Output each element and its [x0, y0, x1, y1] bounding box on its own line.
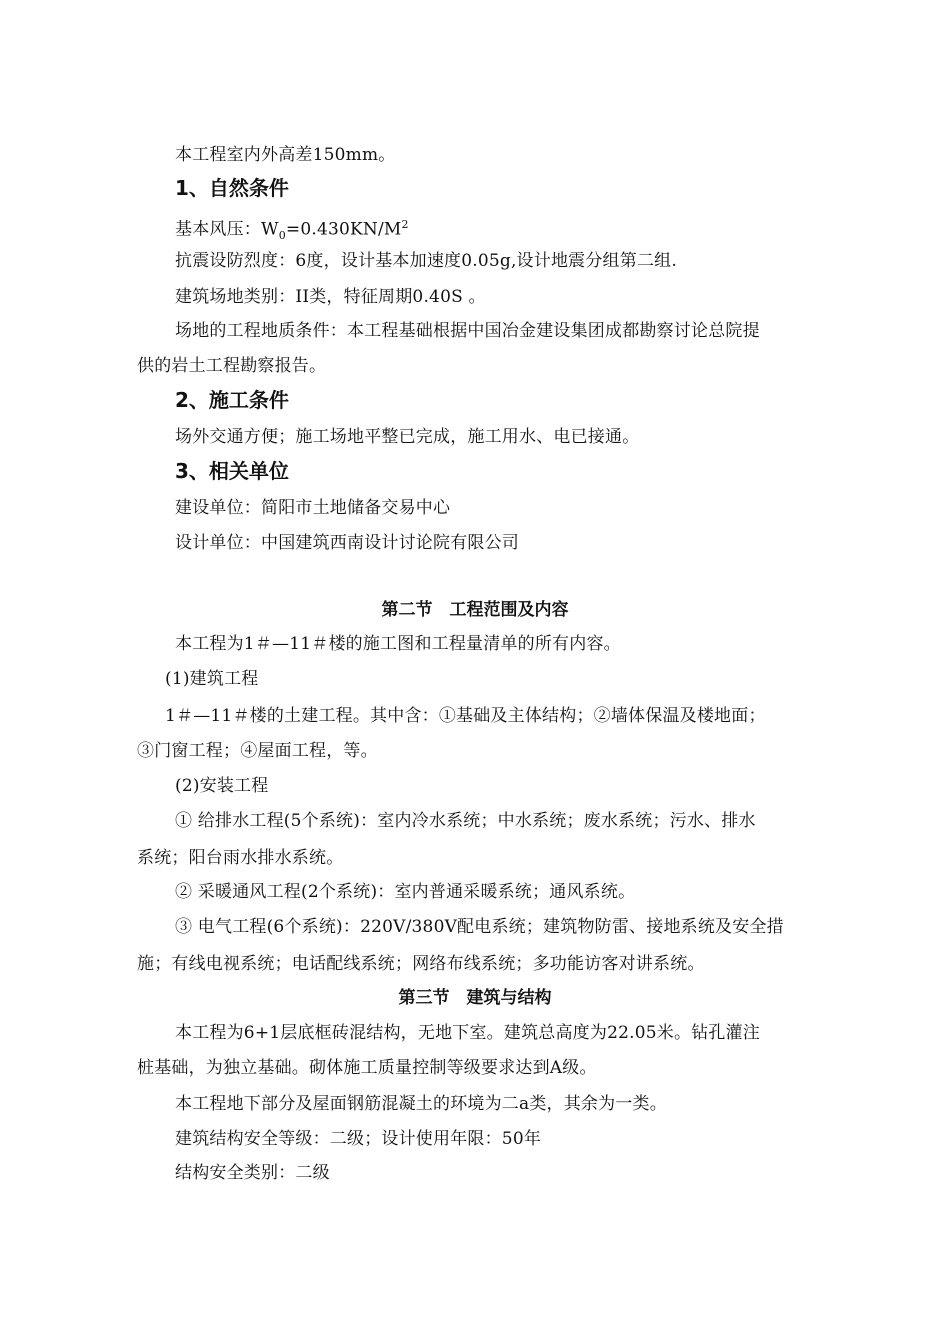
designer-line: 设计单位：中国建筑西南设计讨论院有限公司	[175, 533, 519, 553]
install-label: (2)安装工程	[175, 776, 269, 796]
heading-construction-conditions: 2、施工条件	[175, 388, 289, 412]
section-3-title: 第三节 建筑与结构	[398, 988, 552, 1008]
plumbing-line-1: ① 给排水工程(5个系统)：室内冷水系统；中水系统；废水系统；污水、排水	[175, 811, 756, 831]
environment-line: 本工程地下部分及屋面钢筋混凝土的环境为二a类，其余为一类。	[175, 1094, 667, 1114]
electrical-line-2: 施；有线电视系统；电话配线系统；网络布线系统；多功能访客对讲系统。	[137, 954, 705, 974]
construction-line: 场外交通方便；施工场地平整已完成，施工用水、电已接通。	[175, 427, 640, 447]
owner-line: 建设单位：简阳市土地储备交易中心	[175, 498, 451, 518]
electrical-line-1: ③ 电气工程(6个系统)：220V/380V配电系统；建筑物防雷、接地系统及安全措	[175, 917, 784, 937]
wind-superscript: 2	[401, 218, 409, 231]
plumbing-line-2: 系统；阳台雨水排水系统。	[137, 848, 344, 868]
geology-line-1: 场地的工程地质条件：本工程基础根据中国冶金建设集团成都勘察讨论总院提	[175, 321, 760, 341]
heading-natural-conditions: 1、自然条件	[175, 176, 289, 200]
intro-paragraph: 本工程室内外高差150mm。	[175, 145, 396, 165]
site-class-line: 建筑场地类别：II类，特征周期0.40S 。	[175, 287, 486, 307]
wind-value: =0.430KN/M	[285, 219, 402, 240]
arch-label: (1)建筑工程	[165, 669, 259, 689]
wind-pressure-line	[175, 213, 409, 248]
arch-line-2: ③门窗工程；④屋面工程，等。	[137, 741, 378, 761]
arch-line-1: 1＃—11＃楼的土建工程。其中含：①基础及主体结构；②墙体保温及楼地面；	[165, 706, 766, 726]
structure-line-1: 本工程为6+1层底框砖混结构，无地下室。建筑总高度为22.05米。钻孔灌注	[175, 1023, 760, 1043]
geology-line-2: 供的岩土工程勘察报告。	[137, 356, 327, 376]
safety-grade-line: 建筑结构安全等级：二级；设计使用年限：50年	[175, 1129, 542, 1149]
hvac-line: ② 采暖通风工程(2个系统)：室内普通采暖系统；通风系统。	[175, 882, 636, 902]
heading-related-units: 3、相关单位	[175, 459, 289, 483]
structure-line-2: 桩基础，为独立基础。砌体施工质量控制等级要求达到A级。	[137, 1058, 597, 1078]
section-2-title: 第二节 工程范围及内容	[381, 600, 569, 620]
wind-subscript: 0	[278, 229, 286, 243]
wind-prefix: 基本风压：W	[175, 219, 279, 240]
seismic-line: 抗震设防烈度：6度，设计基本加速度0.05g,设计地震分组第二组.	[175, 251, 677, 271]
safety-class-line: 结构安全类别：二级	[175, 1163, 330, 1183]
scope-line: 本工程为1＃—11＃楼的施工图和工程量清单的所有内容。	[175, 634, 621, 654]
